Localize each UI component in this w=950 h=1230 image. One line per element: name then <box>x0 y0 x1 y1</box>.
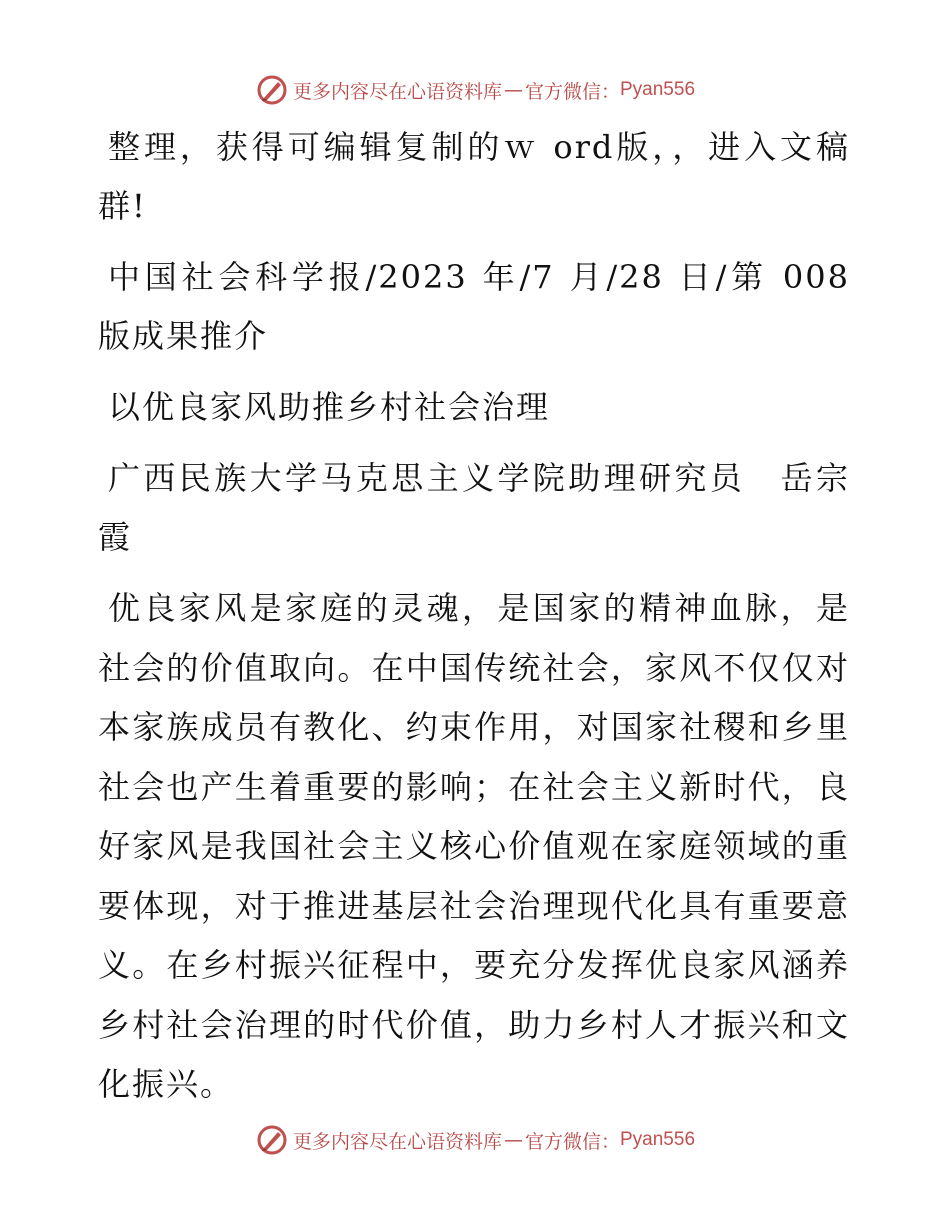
header-watermark <box>0 70 950 110</box>
source-line: 中国社会科学报/2023 年/7 月/28 日/第 008 版成果推介 <box>98 258 850 355</box>
watermark-wechat-id: Pyan556 <box>620 1129 696 1150</box>
watermark-wechat-id: Pyan556 <box>620 79 696 100</box>
footer-watermark <box>0 1120 950 1160</box>
watermark-dash: — <box>503 1129 523 1151</box>
quill-pen-logo-icon <box>255 1123 289 1157</box>
watermark-dash: — <box>503 79 523 101</box>
author-line: 广西民族大学马克思主义学院助理研究员 岳宗霞 <box>98 459 850 556</box>
document-body <box>98 118 850 1127</box>
body-paragraph: 优良家风是家庭的灵魂，是国家的精神血脉，是社会的价值取向。在中国传统社会，家风不仅仅对本家族成员有教化、约束作用，对国家社稷和乡里社会也产生着重要的影响；在社会主义新时代，良好家风是我国社会主义核心价值观在家庭领域的重要体现，对于推进基层社会治理现代化具有重要意义。在乡村振兴征程中，要充分发挥优良家风涵养乡村社会治理的时代价值，助力乡村人才振兴和文化振兴。 <box>98 589 850 1103</box>
watermark-label: 官方微信： <box>524 1130 620 1153</box>
intro-paragraph: 整理，获得可编辑复制的ｗ ord版，，进入文稿群! <box>98 128 850 225</box>
quill-pen-logo-icon <box>255 73 289 107</box>
watermark-label: 官方微信： <box>524 80 620 103</box>
article-title: 以优良家风助推乡村社会治理 <box>108 388 551 426</box>
watermark-text: 更多内容尽在心语资料库 <box>292 1130 502 1153</box>
watermark-text: 更多内容尽在心语资料库 <box>292 80 502 103</box>
